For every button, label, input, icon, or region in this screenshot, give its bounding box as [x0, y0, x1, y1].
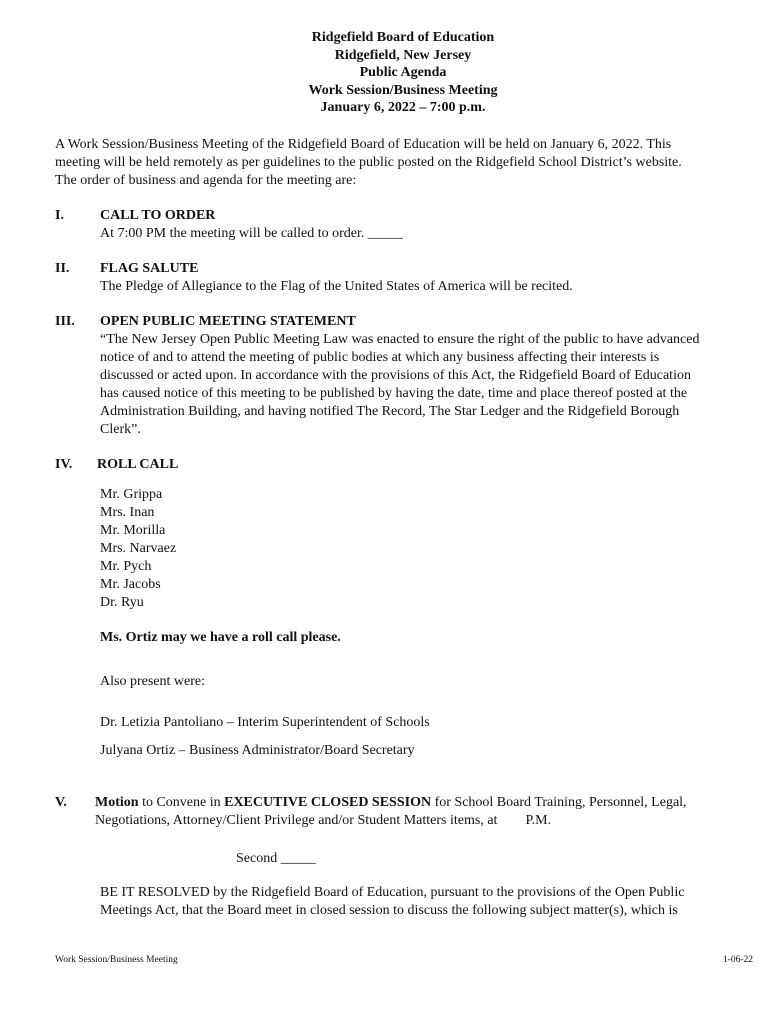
session-type: EXECUTIVE CLOSED SESSION: [224, 795, 432, 810]
statement-line: Administration Building, and having notified The Record, The Star Ledger and the Ridgefield Borough: [100, 404, 680, 419]
statement-line: Clerk”.: [100, 422, 141, 437]
header-location: Ridgefield, New Jersey: [334, 47, 472, 63]
statement-line: has caused notice of this meeting to be published by having the date, time and place thereof posted at the: [100, 386, 688, 401]
list-item: Mrs. Inan: [100, 505, 155, 520]
list-item: Mr. Pych: [100, 559, 152, 574]
list-item: Mr. Grippa: [100, 487, 163, 502]
motion-text: to Convene in: [138, 795, 225, 810]
section-title: CALL TO ORDER: [100, 208, 216, 223]
also-present-label: Also present were:: [100, 674, 205, 689]
second-line: Second _____: [236, 851, 316, 866]
footer-right: 1-06-22: [722, 955, 753, 965]
section-open-meeting: [55, 313, 755, 439]
header-doc-type: Public Agenda: [359, 65, 447, 80]
header-date: January 6, 2022 – 7:00 p.m.: [320, 100, 486, 115]
header-org: Ridgefield Board of Education: [311, 30, 495, 45]
section-number: IV.: [55, 457, 73, 472]
section-text: At 7:00 PM the meeting will be called to order. _____: [100, 226, 403, 241]
motion-line: Negotiations, Attorney/Client Privilege and/or Student Matters items, at P.M.: [95, 813, 552, 828]
section-text: The Pledge of Allegiance to the Flag of the United States of America will be recited.: [100, 279, 573, 294]
list-item: Mr. Jacobs: [100, 577, 161, 592]
statement-line: discussed or acted upon. In accordance with the provisions of this Act, the Ridgefield Board of Education: [100, 368, 691, 383]
section-motion: [55, 794, 755, 830]
intro-line: The order of business and agenda for the meeting are:: [55, 173, 357, 188]
roll-call-request: Ms. Ortiz may we have a roll call please.: [100, 630, 341, 645]
section-title: FLAG SALUTE: [100, 261, 199, 276]
resolution-line: Meetings Act, that the Board meet in closed session to discuss the following subject matter(s), which is: [100, 903, 678, 918]
motion-line: [95, 794, 755, 812]
intro-paragraph: [55, 136, 745, 190]
document-header: [0, 29, 770, 117]
statement-line: notice of and to attend the meeting of public bodies at which any business affecting their interests is: [100, 350, 660, 365]
list-item: Mrs. Narvaez: [100, 541, 177, 556]
roll-call-list: [100, 486, 176, 612]
intro-line: meeting will be held remotely as per guidelines to the public posted on the Ridgefield School District’s website.: [55, 155, 682, 170]
statement-line: “The New Jersey Open Public Meeting Law was enacted to ensure the right of the public to have advanced: [100, 332, 700, 347]
staff-business-admin: Julyana Ortiz – Business Administrator/Board Secretary: [100, 743, 415, 758]
list-item: Dr. Ryu: [100, 595, 144, 610]
intro-line: A Work Session/Business Meeting of the Ridgefield Board of Education will be held on January 6, 2022. This: [55, 137, 672, 152]
section-number: II.: [55, 261, 70, 276]
section-number: V.: [55, 795, 67, 810]
resolution-line: BE IT RESOLVED by the Ridgefield Board of Education, pursuant to the provisions of the Open Public: [100, 885, 685, 900]
resolution-paragraph: [100, 884, 760, 920]
section-flag-salute: [55, 260, 755, 296]
section-roll-call: [55, 456, 755, 474]
footer-left: Work Session/Business Meeting: [55, 955, 178, 965]
header-meeting-type: Work Session/Business Meeting: [308, 82, 498, 98]
section-number: I.: [55, 208, 64, 223]
section-title: ROLL CALL: [97, 457, 179, 472]
motion-word: Motion: [95, 795, 139, 810]
section-number: III.: [55, 314, 75, 329]
section-call-to-order: [55, 207, 755, 243]
staff-superintendent: Dr. Letizia Pantoliano – Interim Superintendent of Schools: [100, 715, 430, 730]
list-item: Mr. Morilla: [100, 523, 166, 538]
section-title: OPEN PUBLIC MEETING STATEMENT: [100, 314, 356, 329]
motion-text: for School Board Training, Personnel, Legal,: [431, 795, 687, 810]
